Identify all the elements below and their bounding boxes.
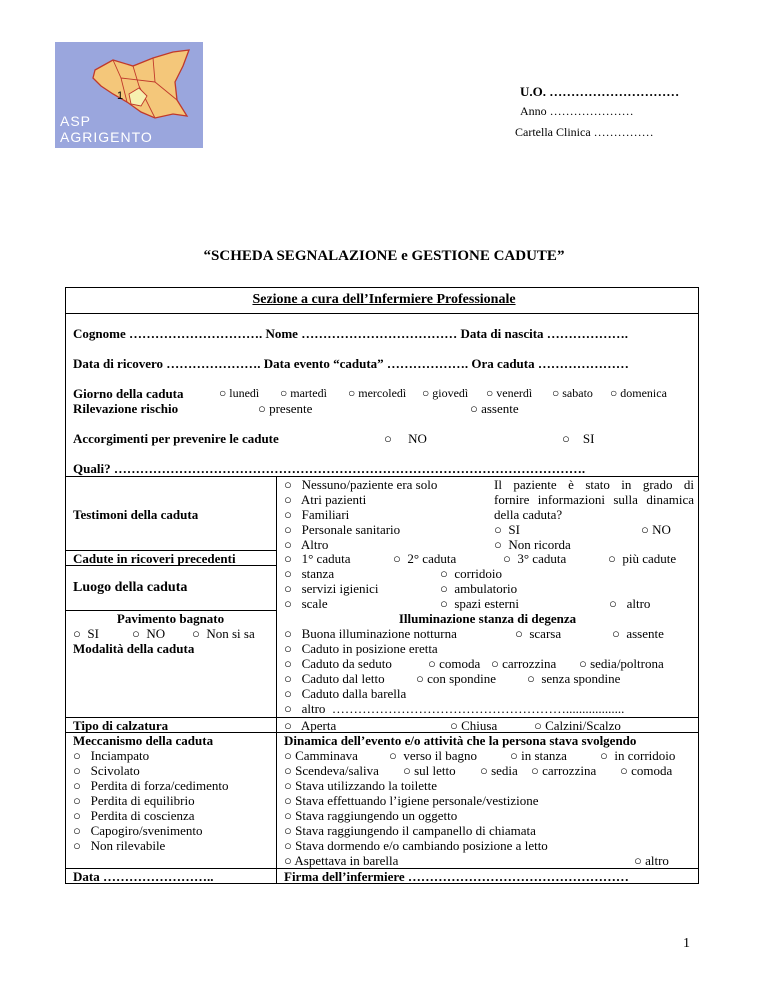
dinamica-dormendo[interactable]: ○ Stava dormendo e/o cambiando posizione a letto: [284, 838, 548, 853]
luogo-servizi[interactable]: ○ servizi igienici: [284, 581, 379, 596]
luogo-corridoio[interactable]: ○ corridoio: [440, 566, 503, 581]
luogo-stanza[interactable]: ○ stanza: [284, 566, 335, 581]
testimoni-option[interactable]: ○ Atri pazienti: [284, 492, 367, 507]
dinamica-oggetto[interactable]: ○ Stava raggiungendo un oggetto: [284, 808, 458, 823]
accorgimenti-no[interactable]: ○ NO: [384, 431, 427, 446]
meccanismo-label: Meccanismo della caduta: [73, 733, 214, 748]
luogo-scale[interactable]: ○ scale: [284, 596, 328, 611]
meccanismo-option[interactable]: ○ Non rilevabile: [73, 838, 166, 853]
luogo-ambulatorio[interactable]: ○ ambulatorio: [440, 581, 518, 596]
testimoni-option[interactable]: ○ Altro: [284, 537, 329, 552]
cognome-field[interactable]: Cognome ………………………….: [73, 326, 266, 341]
precedenti-option[interactable]: ○ più cadute: [608, 551, 677, 566]
calzatura-chiusa[interactable]: ○ Chiusa: [450, 718, 498, 733]
precedenti-option[interactable]: ○ 3° caduta: [503, 551, 567, 566]
nascita-field[interactable]: Data di nascita ……………….: [460, 326, 629, 341]
modalita-eretta[interactable]: ○ Caduto in posizione eretta: [284, 641, 438, 656]
info-no[interactable]: ○ NO: [641, 522, 671, 537]
day-lunedi[interactable]: ○ lunedì: [219, 386, 260, 400]
meccanismo-option[interactable]: ○ Perdita di equilibrio: [73, 793, 195, 808]
precedenti-option[interactable]: ○ 1° caduta: [284, 551, 351, 566]
pavimento-si[interactable]: ○ SI: [73, 626, 99, 641]
evento-field[interactable]: Data evento “caduta” ……………….: [263, 356, 472, 371]
modalita-carrozzina[interactable]: ○ carrozzina: [491, 656, 557, 671]
asp-agrigento-logo: [55, 42, 203, 148]
rischio-assente[interactable]: ○ assente: [470, 401, 519, 416]
dinamica-comoda[interactable]: ○ comoda: [620, 763, 673, 778]
calzatura-label: Tipo di calzatura: [73, 718, 169, 733]
illuminazione-label: Illuminazione stanza di degenza: [398, 611, 577, 626]
meccanismo-option[interactable]: ○ Perdita di forza/cedimento: [73, 778, 229, 793]
accorgimenti-label: Accorgimenti per prevenire le cadute: [73, 431, 279, 446]
dinamica-igiene[interactable]: ○ Stava effettuando l’igiene personale/vestizione: [284, 793, 539, 808]
info-question-line-2: fornire informazioni sulla dinamica: [494, 492, 694, 507]
info-question-line-1: Il paziente è stato in grado di: [494, 477, 694, 492]
ora-field[interactable]: Ora caduta …………………: [471, 356, 629, 371]
quali-field[interactable]: Quali? ……………………………………………………………………………………………….: [73, 461, 586, 476]
testimoni-option[interactable]: ○ Familiari: [284, 507, 350, 522]
dinamica-scendeva[interactable]: ○ Scendeva/saliva: [284, 763, 379, 778]
precedenti-label: Cadute in ricoveri precedenti: [73, 551, 236, 566]
rischio-label: Rilevazione rischio: [73, 401, 179, 416]
giorno-label: Giorno della caduta: [73, 386, 184, 401]
pavimento-label: Pavimento bagnato: [116, 611, 225, 626]
meccanismo-option[interactable]: ○ Perdita di coscienza: [73, 808, 195, 823]
day-giovedi[interactable]: ○ giovedì: [422, 386, 469, 400]
testimoni-option[interactable]: ○ Nessuno/paziente era solo: [284, 477, 438, 492]
section-divider: [65, 313, 699, 314]
dinamica-bagno[interactable]: ○ verso il bagno: [389, 748, 478, 763]
illuminazione-buona[interactable]: ○ Buona illuminazione notturna: [284, 626, 457, 641]
meccanismo-option[interactable]: ○ Capogiro/svenimento: [73, 823, 203, 838]
day-mercoledi[interactable]: ○ mercoledì: [348, 386, 407, 400]
day-venerdi[interactable]: ○ venerdì: [486, 386, 533, 400]
dinamica-altro[interactable]: ○ altro: [634, 853, 669, 868]
dinamica-campanello[interactable]: ○ Stava raggiungendo il campanello di chiamata: [284, 823, 536, 838]
calzatura-aperta[interactable]: ○ Aperta: [284, 718, 337, 733]
page-number: 1: [683, 936, 690, 951]
day-sabato[interactable]: ○ sabato: [552, 386, 593, 400]
dinamica-stanza[interactable]: ○ in stanza: [510, 748, 567, 763]
modalita-comoda[interactable]: ○ comoda: [428, 656, 481, 671]
anno-field: Anno …………………: [520, 104, 634, 118]
day-martedi[interactable]: ○ martedì: [280, 386, 327, 400]
info-question-line-3: della caduta?: [494, 507, 563, 522]
rischio-presente[interactable]: ○ presente: [258, 401, 313, 416]
uo-field: U.O. …………………………: [520, 84, 680, 99]
calzatura-calzini[interactable]: ○ Calzini/Scalzo: [534, 718, 621, 733]
document-title: “SCHEDA SEGNALAZIONE e GESTIONE CADUTE”: [203, 248, 565, 264]
logo-line-1: ASP: [60, 113, 92, 129]
testimoni-label: Testimoni della caduta: [73, 507, 199, 522]
section-title: Sezione a cura dell’Infermiere Professionale: [252, 292, 516, 307]
dinamica-carrozzina[interactable]: ○ carrozzina: [531, 763, 597, 778]
meccanismo-option[interactable]: ○ Inciampato: [73, 748, 150, 763]
nome-field[interactable]: Nome ………………………………: [265, 326, 461, 341]
dinamica-toilette[interactable]: ○ Stava utilizzando la toilette: [284, 778, 437, 793]
modalita-letto[interactable]: ○ Caduto dal letto: [284, 671, 385, 686]
column-divider: [276, 476, 277, 884]
luogo-altro[interactable]: ○ altro: [609, 596, 651, 611]
row-date: [73, 356, 629, 372]
dinamica-camminava[interactable]: ○ Camminava: [284, 748, 358, 763]
data-field[interactable]: Data ……………………..: [73, 869, 214, 884]
modalita-con-spondine[interactable]: ○ con spondine: [416, 671, 497, 686]
logo-line-2: AGRIGENTO: [60, 129, 153, 145]
modalita-barella[interactable]: ○ Caduto dalla barella: [284, 686, 407, 701]
modalita-altro[interactable]: ○ altro ………………………………………………..................: [284, 701, 625, 716]
modalita-label: Modalità della caduta: [73, 641, 195, 656]
modalita-seduto[interactable]: ○ Caduto da seduto: [284, 656, 392, 671]
map-marker: 1: [117, 90, 124, 102]
info-si[interactable]: ○ SI: [494, 522, 520, 537]
dinamica-corridoio[interactable]: ○ in corridoio: [600, 748, 676, 763]
accorgimenti-si[interactable]: ○ SI: [562, 431, 595, 446]
dinamica-sedia[interactable]: ○ sedia: [480, 763, 518, 778]
testimoni-option[interactable]: ○ Personale sanitario: [284, 522, 401, 537]
meccanismo-option[interactable]: ○ Scivolato: [73, 763, 140, 778]
ricovero-field[interactable]: Data di ricovero ………………….: [73, 356, 264, 371]
luogo-label: Luogo della caduta: [73, 580, 188, 595]
row-anagrafica: [73, 326, 628, 342]
precedenti-option[interactable]: ○ 2° caduta: [393, 551, 457, 566]
modalita-sedia[interactable]: ○ sedia/poltrona: [579, 656, 664, 671]
dinamica-sul-letto[interactable]: ○ sul letto: [403, 763, 456, 778]
illuminazione-assente[interactable]: ○ assente: [612, 626, 664, 641]
pavimento-nonsisa[interactable]: ○ Non si sa: [192, 626, 255, 641]
dinamica-barella[interactable]: ○ Aspettava in barella: [284, 853, 399, 868]
dinamica-label: Dinamica dell’evento e/o attività che la persona stava svolgendo: [284, 733, 637, 748]
luogo-spazi[interactable]: ○ spazi esterni: [440, 596, 519, 611]
firma-field[interactable]: Firma dell’infermiere ……………………………………………: [284, 869, 629, 884]
modalita-senza-spondine[interactable]: ○ senza spondine: [527, 671, 621, 686]
cartella-clinica-field: Cartella Clinica ……………: [515, 125, 654, 139]
info-non-ricorda[interactable]: ○ Non ricorda: [494, 537, 571, 552]
pavimento-no[interactable]: ○ NO: [132, 626, 166, 641]
day-domenica[interactable]: ○ domenica: [610, 386, 667, 400]
illuminazione-scarsa[interactable]: ○ scarsa: [515, 626, 562, 641]
